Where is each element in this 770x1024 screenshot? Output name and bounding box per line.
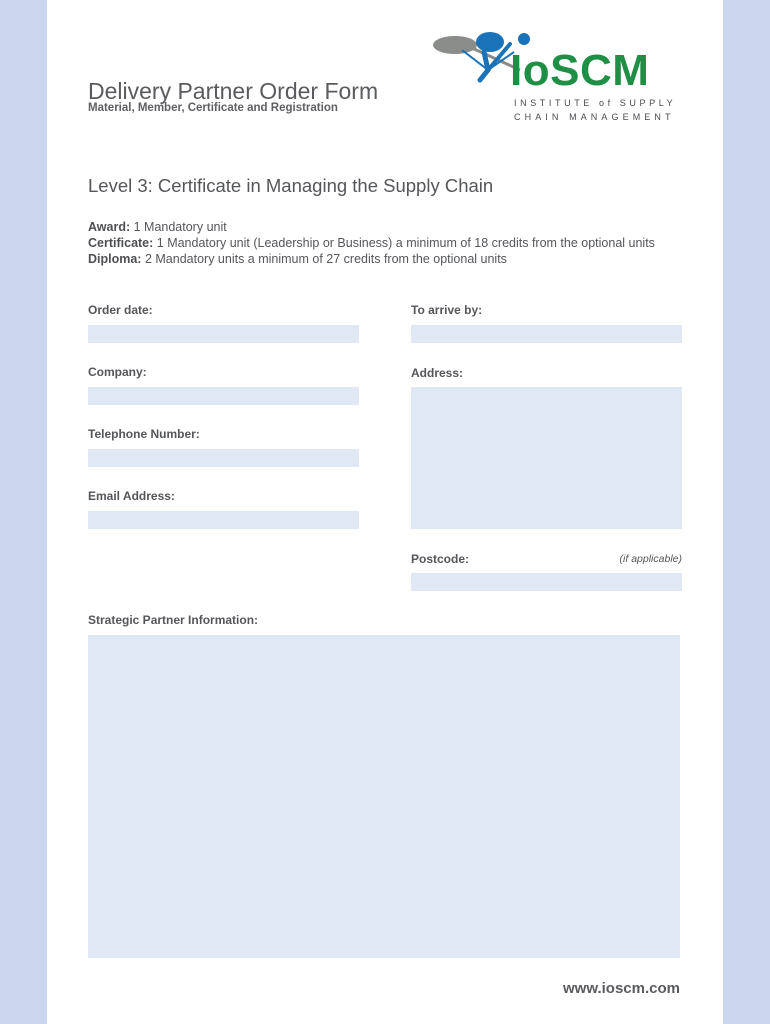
course-heading: Level 3: Certificate in Managing the Supply Chain [88,175,494,196]
telephone-label: Telephone Number: [88,427,200,441]
logo-tagline-line1: INSTITUTE of SUPPLY [514,98,677,108]
arrive-by-label: To arrive by: [411,303,483,317]
requirement-certificate [88,236,655,250]
telephone-field[interactable] [88,449,359,467]
requirement-text: 2 Mandatory units a minimum of 27 credits from the optional units [141,252,507,266]
email-label: Email Address: [88,489,175,503]
logo-wordmark: IoSCM [510,46,650,95]
requirement-text: 1 Mandatory unit [130,220,227,234]
postcode-label: Postcode: [411,552,470,566]
address-label: Address: [411,366,464,380]
postcode-field[interactable] [411,573,682,591]
requirement-diploma [88,252,507,266]
requirement-label: Award: [88,220,131,234]
requirement-label: Diploma: [88,252,142,266]
order-date-field[interactable] [88,325,359,343]
order-form-page [47,0,723,1024]
company-label: Company: [88,365,147,379]
postcode-note: (if applicable) [619,553,682,565]
requirement-award [88,220,227,234]
address-field[interactable] [411,387,682,529]
strategic-partner-field[interactable] [88,635,680,958]
requirement-text: 1 Mandatory unit (Leadership or Business) a minimum of 18 credits from the optional units [153,236,655,250]
page-title: Delivery Partner Order Form [88,78,379,104]
email-field[interactable] [88,511,359,529]
strategic-partner-label: Strategic Partner Information: [88,613,259,627]
page-subtitle: Material, Member, Certificate and Registration [88,102,338,114]
arrive-by-field[interactable] [411,325,682,343]
company-field[interactable] [88,387,359,405]
order-date-label: Order date: [88,303,153,317]
website-url: www.ioscm.com [563,980,680,997]
logo-tagline-line2: CHAIN MANAGEMENT [514,112,675,122]
requirement-label: Certificate: [88,236,154,250]
